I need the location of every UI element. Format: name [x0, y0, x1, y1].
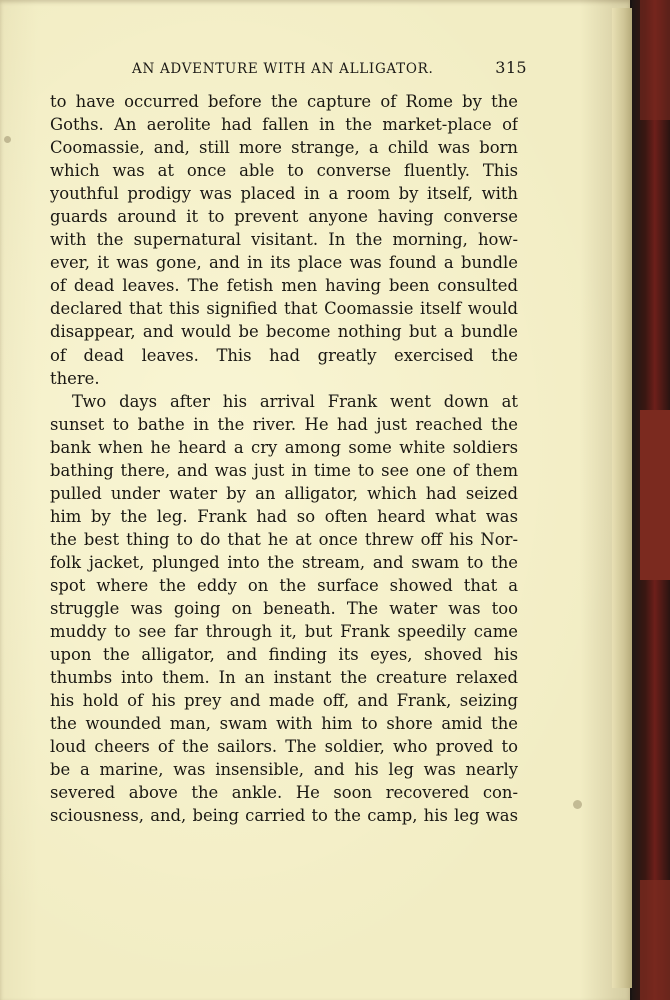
running-title: AN ADVENTURE WITH AN ALLIGATOR.: [132, 61, 434, 77]
text-line: severed above the ankle. He soon recovered con-: [50, 783, 518, 803]
text-line: the best thing to do that he at once threw off his Nor-: [50, 529, 518, 549]
text-line: ever, it was gone, and in its place was found a bundle: [50, 253, 518, 273]
text-line: loud cheers of the sailors. The soldier, who proved to: [50, 737, 518, 757]
text-line: thumbs into them. In an instant the creature relaxed: [50, 668, 518, 688]
text-line: with the supernatural visitant. In the morning, how-: [50, 230, 518, 250]
text-line: of dead leaves. This had greatly exercised the: [50, 345, 518, 365]
text-line: sciousness, and, being carried to the camp, his leg was: [50, 806, 518, 826]
paper-blemish: [573, 800, 582, 809]
text-line: bathing there, and was just in time to see one of them: [50, 460, 518, 480]
page-edge: [612, 8, 632, 988]
text-line: bank when he heard a cry among some white soldiers: [50, 437, 518, 457]
text-line: to have occurred before the capture of Rome by the: [50, 92, 518, 111]
text-line: be a marine, was insensible, and his leg was nearly: [50, 760, 518, 780]
text-line: struggle was going on beneath. The water was too: [50, 599, 518, 619]
text-line: him by the leg. Frank had so often heard what was: [50, 506, 518, 526]
running-header: [132, 52, 527, 82]
text-line: youthful prodigy was placed in a room by itself, with: [50, 184, 518, 204]
text-line: of dead leaves. The fetish men having been consulted: [50, 276, 518, 296]
paper-blemish: [4, 136, 11, 143]
text-line: disappear, and would be become nothing but a bundle: [50, 322, 518, 342]
page-number: 315: [495, 58, 527, 77]
paragraph-end-line: there.: [50, 368, 100, 388]
text-line: spot where the eddy on the surface showed that a: [50, 575, 518, 595]
paragraph-start-line: Two days after his arrival Frank went down at: [72, 391, 518, 411]
text-line: guards around it to prevent anyone having converse: [50, 207, 518, 227]
text-line: his hold of his prey and made off, and Frank, seizing: [50, 691, 518, 711]
text-line: pulled under water by an alligator, which had seized: [50, 483, 518, 503]
binding-band: [640, 880, 670, 1000]
text-line: Goths. An aerolite had fallen in the market-place of: [50, 115, 518, 135]
text-line: folk jacket, plunged into the stream, and swam to the: [50, 552, 518, 572]
body-text: [50, 90, 518, 828]
text-line: declared that this signified that Coomassie itself would: [50, 299, 518, 319]
text-line: Coomassie, and, still more strange, a child was born: [50, 138, 518, 158]
text-line: upon the alligator, and finding its eyes, shoved his: [50, 645, 518, 665]
text-line: which was at once able to converse fluently. This: [50, 161, 518, 181]
binding-band: [640, 0, 670, 120]
text-line: sunset to bathe in the river. He had just reached the: [50, 414, 518, 434]
text-line: muddy to see far through it, but Frank speedily came: [50, 622, 518, 642]
binding-band: [640, 410, 670, 580]
text-line: the wounded man, swam with him to shore amid the: [50, 714, 518, 734]
